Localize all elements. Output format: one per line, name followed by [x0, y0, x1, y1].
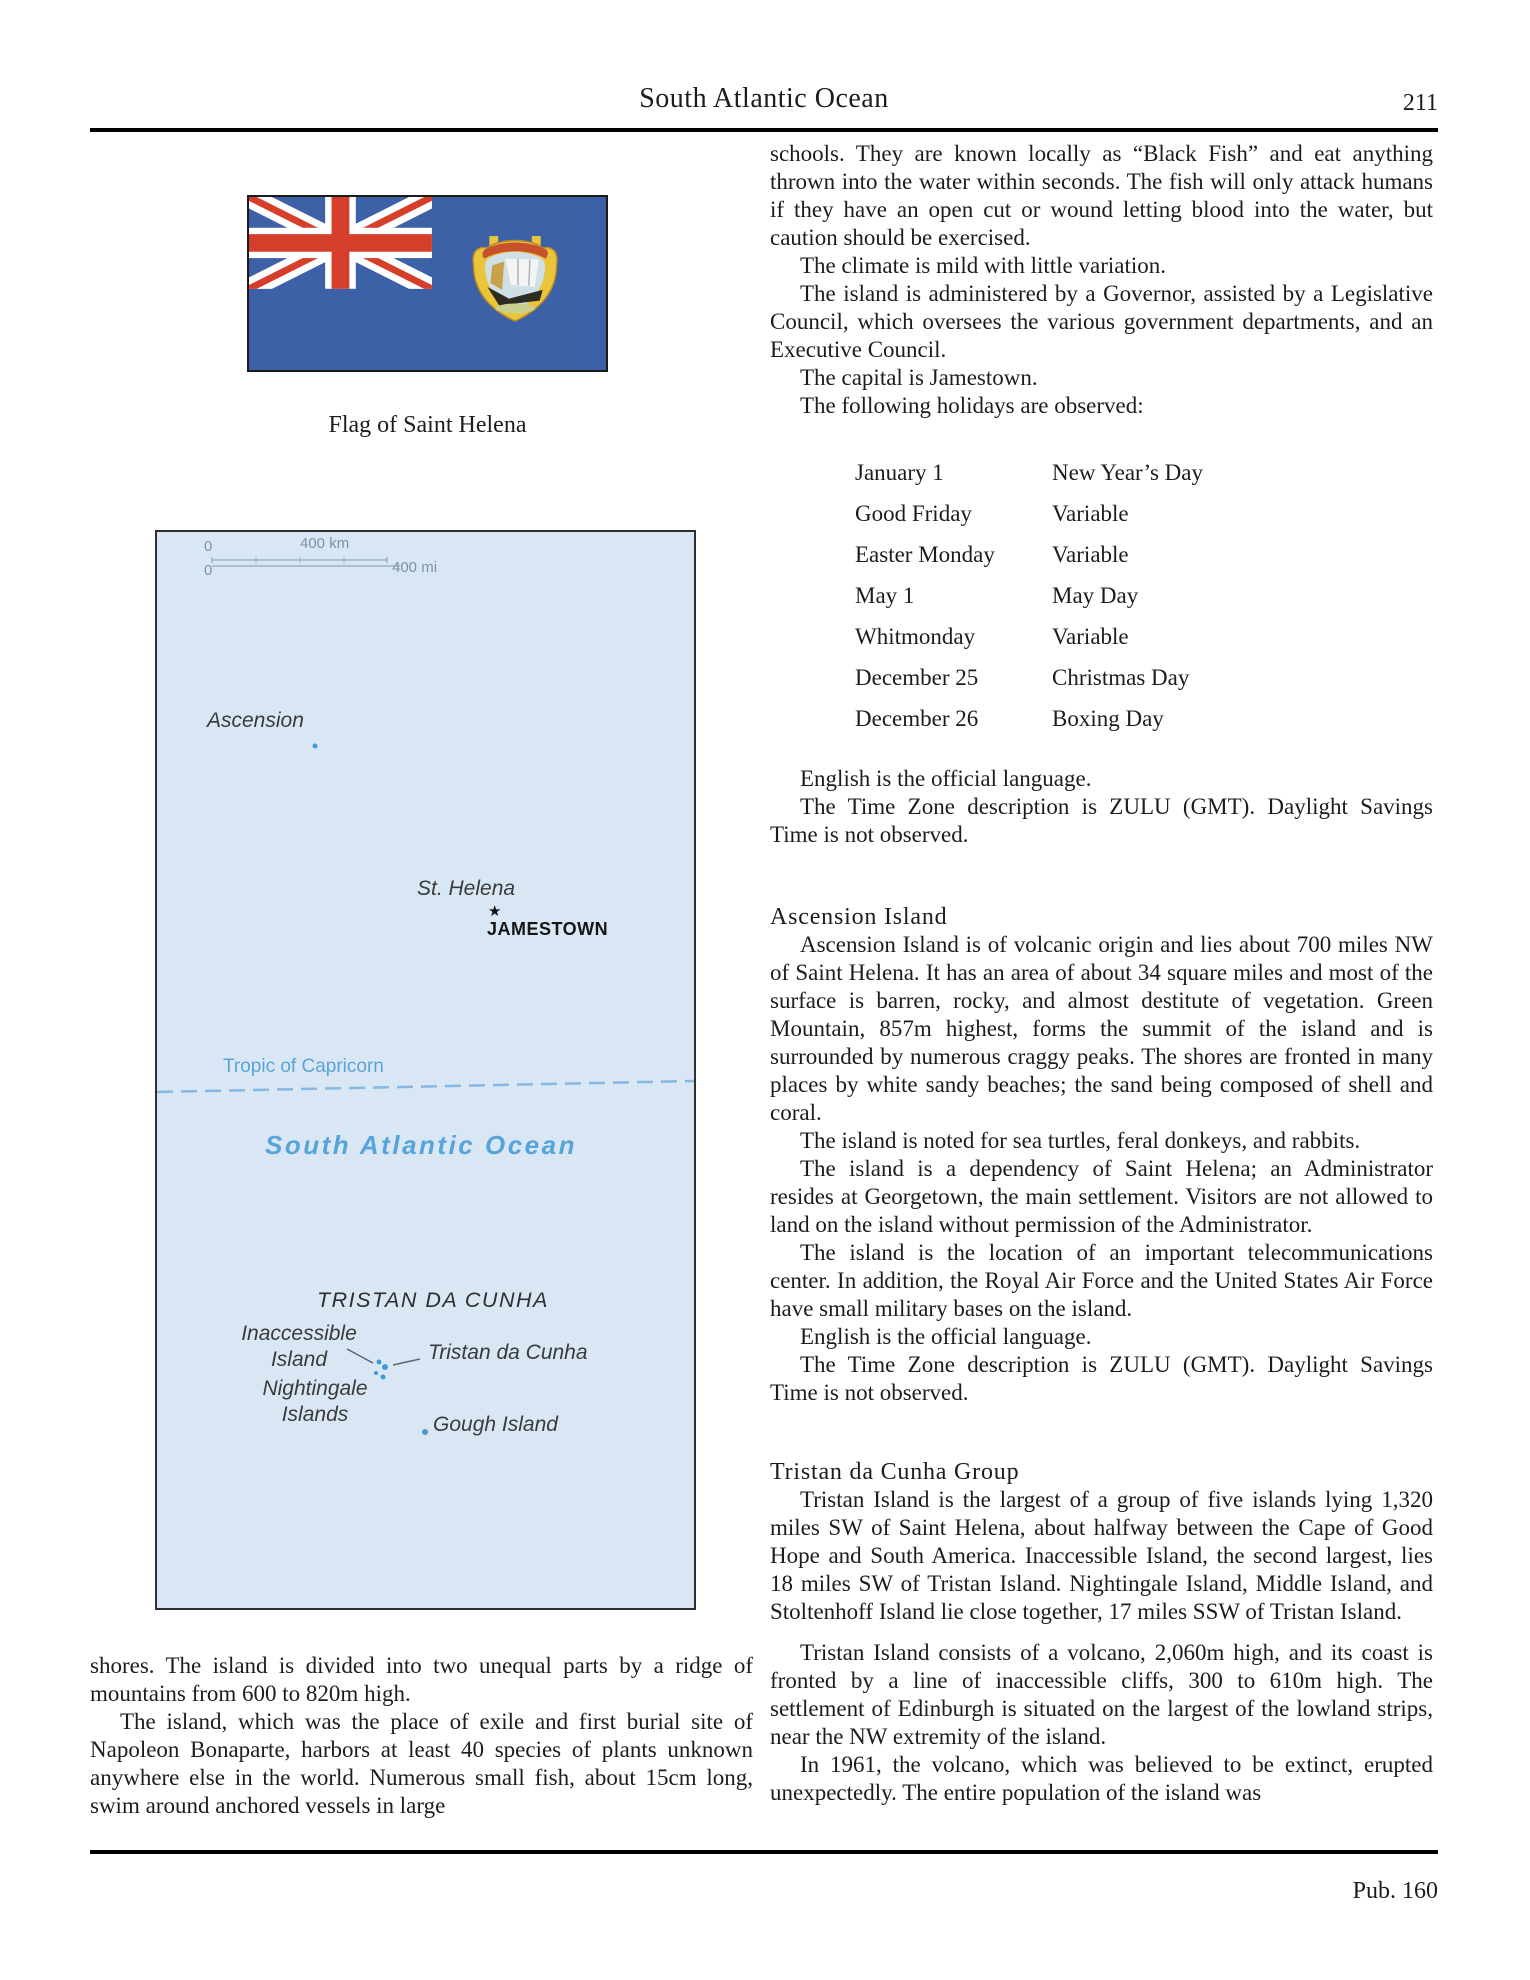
map-label-south-atlantic-ocean: South Atlantic Ocean	[265, 1130, 577, 1160]
map-figure	[155, 530, 696, 1610]
holiday-row	[855, 706, 1415, 747]
paragraph: The island is a dependency of Saint Helena; an Administrator resides at Georgetown, the main settlement. Visitors are not allowed to land on the island without permission of the Administrator.	[770, 1156, 1433, 1237]
paragraph: Tristan Island is the largest of a group of five islands lying 1,320 miles SW of Saint Helena, about halfway between the Cape of Good Hope and South America. Inaccessible Island, the second largest, lies 18 miles SW of Tristan Island. Nightingale Island, Middle Island, and Stoltenhoff Island lie close together, 17 miles SSW of Tristan Island.	[770, 1487, 1433, 1624]
scale-mi-label: 400 mi	[392, 559, 438, 576]
paragraph: shores. The island is divided into two unequal parts by a ridge of mountains from 600 to 820m high.	[90, 1653, 753, 1706]
paragraph: English is the official language.	[800, 1324, 1092, 1349]
holiday-date: December 25	[855, 665, 979, 690]
section-heading: Tristan da Cunha Group	[770, 1459, 1020, 1485]
paragraph: The island, which was the place of exile and first burial site of Napoleon Bonaparte, harbors at least 40 species of plants unknown anywhere else in the world. Numerous small fish, about 15cm long, swim around anchored vessels in large	[90, 1709, 753, 1818]
paragraph: The capital is Jamestown.	[800, 365, 1038, 390]
scale-km-label: 400 km	[300, 535, 350, 552]
holiday-date: Good Friday	[855, 501, 972, 526]
map-label-gough-island: Gough Island	[433, 1413, 558, 1436]
map-label-jamestown: JAMESTOWN	[487, 919, 609, 939]
holiday-date: May 1	[855, 583, 915, 608]
holiday-name: New Year’s Day	[1052, 460, 1203, 485]
map-label-inaccessible-island: Inaccessible Island	[241, 1322, 357, 1371]
ascension-island-dot	[313, 744, 318, 749]
publication-number: Pub. 160	[1352, 1878, 1438, 1904]
right-column-block-1	[770, 140, 1433, 420]
map-label-nightingale-islands: Nightingale Islands	[262, 1377, 368, 1426]
map-label-st-helena: St. Helena	[417, 877, 516, 900]
holiday-row	[855, 501, 1415, 542]
flag-of-saint-helena-graphic	[249, 197, 606, 370]
union-jack-canton	[249, 197, 432, 289]
paragraph: Tristan Island consists of a volcano, 2,060m high, and its coast is fronted by a line of inaccessible cliffs, 300 to 610m high. The settlement of Edinburgh is situated on the largest of the lowland strips, near the NW extremity of the island.	[770, 1640, 1433, 1749]
holiday-name: Christmas Day	[1052, 665, 1190, 690]
tropic-of-capricorn-line	[157, 1081, 694, 1092]
jamestown-star-icon: ★	[488, 903, 502, 920]
paragraph: Ascension Island is of volcanic origin and lies about 700 miles NW of Saint Helena. It has an area of about 34 square miles and most of the surface is barren, rocky, and almost destitute of vegetation. Green Mountain, 857m highest, forms the summit of the island and is surrounded by numerous craggy peaks. The shores are fronted in many places by white sandy beaches; the sand being composed of shell and coral.	[770, 932, 1433, 1125]
right-column-block-2	[770, 765, 1433, 849]
paragraph: English is the official language.	[800, 766, 1092, 791]
paragraph: The island is administered by a Governor, assisted by a Legislative Council, which oversees the various government departments, and an Executive Council.	[770, 281, 1433, 362]
paragraph: The Time Zone description is ZULU (GMT). Daylight Savings Time is not observed.	[770, 1352, 1433, 1405]
footer-rule	[90, 1850, 1438, 1854]
section-heading: Ascension Island	[770, 904, 948, 930]
holidays-list	[855, 460, 1415, 747]
scale-mi-zero: 0	[204, 562, 213, 579]
flag-caption: Flag of Saint Helena	[328, 412, 527, 438]
map-label-tristan-da-cunha-group: TRISTAN DA CUNHA	[317, 1288, 549, 1312]
holiday-date: December 26	[855, 706, 979, 731]
holiday-row	[855, 665, 1415, 706]
map-label-ascension: Ascension	[207, 709, 304, 732]
paragraph: The climate is mild with little variation.	[800, 253, 1167, 278]
tristan-da-cunha-section	[770, 1458, 1433, 1807]
paragraph: schools. They are known locally as “Black Fish” and eat anything thrown into the water within seconds. The fish will only attack humans if they have an open cut or wound letting blood into the water, but caution should be exercised.	[770, 141, 1433, 250]
holiday-name: Variable	[1052, 624, 1129, 649]
header-rule	[90, 128, 1438, 132]
holiday-name: May Day	[1052, 583, 1139, 608]
page-title: South Atlantic Ocean	[639, 83, 889, 114]
holiday-name: Variable	[1052, 501, 1129, 526]
holiday-date: January 1	[855, 460, 944, 485]
holiday-name: Boxing Day	[1052, 706, 1164, 731]
holiday-date: Whitmonday	[855, 624, 976, 649]
paragraph: The following holidays are observed:	[800, 393, 1144, 418]
tristan-cluster-dot	[382, 1364, 388, 1370]
holiday-row	[855, 542, 1415, 583]
tristan-pointer-line	[393, 1359, 420, 1365]
page-number: 211	[1402, 90, 1438, 116]
holiday-name: Variable	[1052, 542, 1129, 567]
flag-image	[247, 195, 608, 372]
paragraph: The Time Zone description is ZULU (GMT). Daylight Savings Time is not observed.	[770, 794, 1433, 847]
ascension-island-section	[770, 903, 1433, 1407]
map-label-tristan-da-cunha: Tristan da Cunha	[428, 1341, 588, 1364]
holiday-row	[855, 624, 1415, 665]
paragraph: The island is the location of an important telecommunications center. In addition, the Royal Air Force and the United States Air Force have small military bases on the island.	[770, 1240, 1433, 1321]
holiday-date: Easter Monday	[855, 542, 995, 567]
holiday-row	[855, 583, 1415, 624]
scale-km-zero: 0	[204, 538, 213, 555]
paragraph: In 1961, the volcano, which was believed to be extinct, erupted unexpectedly. The entire population of the island was	[770, 1752, 1433, 1805]
holiday-row	[855, 460, 1415, 501]
gough-island-dot	[422, 1429, 428, 1435]
paragraph: The island is noted for sea turtles, feral donkeys, and rabbits.	[800, 1128, 1361, 1153]
map-label-tropic-of-capricorn: Tropic of Capricorn	[223, 1056, 384, 1077]
left-column-text	[90, 1652, 753, 1820]
